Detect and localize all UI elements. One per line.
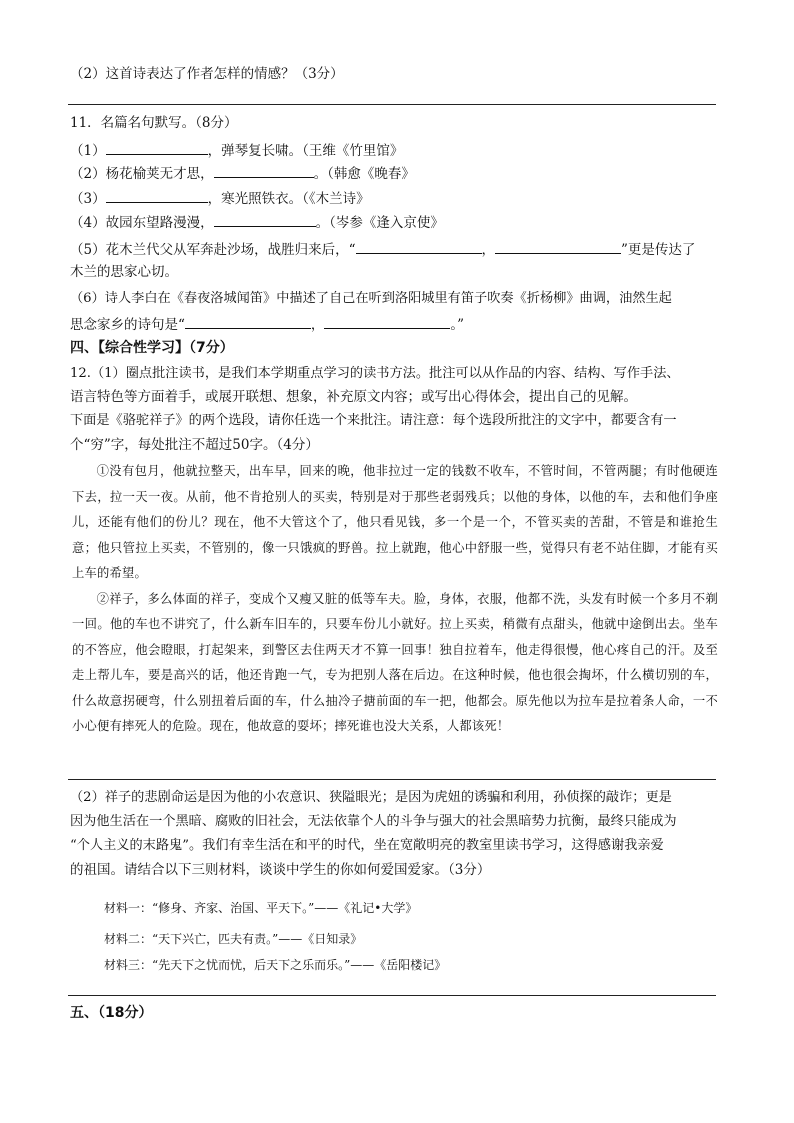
q11-item2-prefix: （2）杨花榆荚无才思，: [70, 166, 214, 182]
q11-item6-prefix: 思念家乡的诗句是“: [70, 317, 185, 333]
answer-line[interactable]: [68, 779, 716, 780]
q12-sub2-line3: “个人主义的末路鬼”。我们有幸生活在和平的时代，坐在宽敞明亮的教室里读书学习，这得感谢我亲爱: [70, 838, 664, 853]
q11-item5-suffix: ”更是传达了: [621, 242, 696, 258]
fill-blank[interactable]: [185, 313, 311, 329]
q12-sub2-line1: （2）祥子的悲剧命运是因为他的小农意识、狭隘眼光；是因为虎妞的诱骗和利用，孙侦探的敲诈；更是: [70, 790, 672, 805]
material-1: 材料一：“修身、齐家、治国、平天下。”——《礼记•大学》: [104, 901, 418, 915]
q12-sub1-line3: 下面是《骆驼祥子》的两个选段，请你任选一个来批注。请注意：每个选段所批注的文字中，都要含有一: [70, 413, 677, 428]
q12-sub1-line2: 语言特色等方面着手，或展开联想、想象，补充原文内容；或写出心得体会，提出自己的见解。: [70, 389, 637, 405]
material-2: 材料二：“天下兴亡，匹夫有责。”——《日知录》: [104, 932, 363, 946]
q11-item3-suffix: ，寒光照铁衣。（《木兰诗》: [207, 191, 370, 207]
fill-blank[interactable]: [106, 187, 208, 203]
fill-blank[interactable]: [495, 238, 621, 254]
q11-item4-prefix: （4）故园东望路漫漫，: [70, 215, 214, 231]
excerpt-1: ①没有包月，他就拉整天，出车早，回来的晚，他非拉过一定的钱数不收车，不管时间，不管两腿；有时他硬连下去，拉一天一夜。从前，他不肯抢别人的买卖，特别是对于那些老弱残兵；以他的身体，以他的车，去和他们争座儿，还能有他们的份儿？现在，他不大管这个了，他只看见钱，多一个是一个，不管买卖的苦甜，不管是和谁抢生意；他只管拉上买卖，不管别的，像一只饿疯的野兽。拉上就跑，他心中舒服一些，觉得只有老不站住脚，才能有买上车的希望。: [72, 464, 718, 580]
q11-item3-prefix: （3）: [70, 191, 106, 207]
q10-sub2-prompt: （2）这首诗表达了作者怎样的情感？（3分）: [70, 66, 344, 82]
fill-blank[interactable]: [214, 211, 316, 227]
fill-blank[interactable]: [324, 313, 450, 329]
q11-item1-prefix: （1）: [70, 143, 106, 159]
q11-item5-comma: ，: [481, 242, 495, 258]
q11-item5-prefix: （5）花木兰代父从军奔赴沙场，战胜归来后，“: [70, 242, 356, 258]
q11-item6-comma: ，: [310, 317, 325, 333]
q11-item1-suffix: ，弹琴复长啸。（王维《竹里馆》: [207, 143, 404, 159]
q11-item-1: [70, 139, 718, 161]
section-5-title: 五、（18分）: [70, 1005, 153, 1021]
answer-line[interactable]: [68, 995, 716, 996]
fill-blank[interactable]: [214, 162, 314, 178]
q11-item-6: [70, 313, 718, 335]
q12-sub1-line4: 个“穷”字，每处批注不超过50字。（4分）: [70, 437, 319, 453]
q11-item4-suffix: 。（岑参《逢入京使》: [315, 215, 444, 231]
excerpt-2: ②祥子，多么体面的祥子，变成个又瘦又脏的低等车夫。脸，身体，衣服，他都不洗，头发有时候一个多月不剃一回。他的车也不讲究了，什么新车旧车的，只要车份儿小就好。拉上买卖，稍微有点甜头，他就中途倒出去。坐车的不答应，他会瞪眼，打起架来，到警区去住两天才不算一回事！独自拉着车，他走得很慢，他心疼自己的汗。及至走上帮儿车，要是高兴的话，他还肯跑一气，专为把别人落在后边。在这种时候，他也很会掏坏，什么横切别的车，什么故意拐硬弯，什么别扭着后面的车，什么抽冷子搪前面的车一把，他都会。原先他以为拉车是拉着条人命，一不小心便有摔死人的危险。现在，他故意的耍坏；摔死谁也没大关系，人都该死！: [72, 591, 718, 733]
q12-sub1-line1: 12.（1）圈点批注读书，是我们本学期重点学习的读书方法。批注可以从作品的内容、结构、写作手法、: [70, 366, 680, 381]
q11-title: 11．名篇名句默写。（8分）: [70, 115, 238, 131]
q11-item6-suffix: 。”: [450, 317, 465, 333]
q11-item-5: [70, 238, 718, 260]
q11-item5-line2: 木兰的思家心切。: [70, 264, 178, 280]
q11-item6-line1: （6）诗人李白在《春夜洛城闻笛》中描述了自己在听到洛阳城里有笛子吹奏《折杨柳》曲调，油然生起: [70, 291, 672, 306]
novel-excerpts: [72, 459, 718, 740]
q12-sub2-line2: 因为他生活在一个黑暗、腐败的旧社会，无法依靠个人的斗争与强大的社会黑暗势力抗衡，最终只能成为: [70, 814, 677, 829]
fill-blank[interactable]: [106, 139, 208, 155]
q11-item-3: [70, 187, 718, 209]
answer-line[interactable]: [68, 104, 716, 105]
material-3: 材料三：“先天下之忧而忧，后天下之乐而乐。”——《岳阳楼记》: [104, 958, 447, 972]
section-4-title: 四、【综合性学习】（7分）: [70, 340, 234, 356]
fill-blank[interactable]: [356, 238, 482, 254]
q12-sub2-line4: 的祖国。请结合以下三则材料，谈谈中学生的你如何爱国爱家。（3分）: [70, 862, 491, 878]
q11-item2-suffix: 。（韩愈《晚春》: [313, 166, 415, 182]
q11-item-4: [70, 211, 718, 233]
q11-item-2: [70, 162, 718, 184]
